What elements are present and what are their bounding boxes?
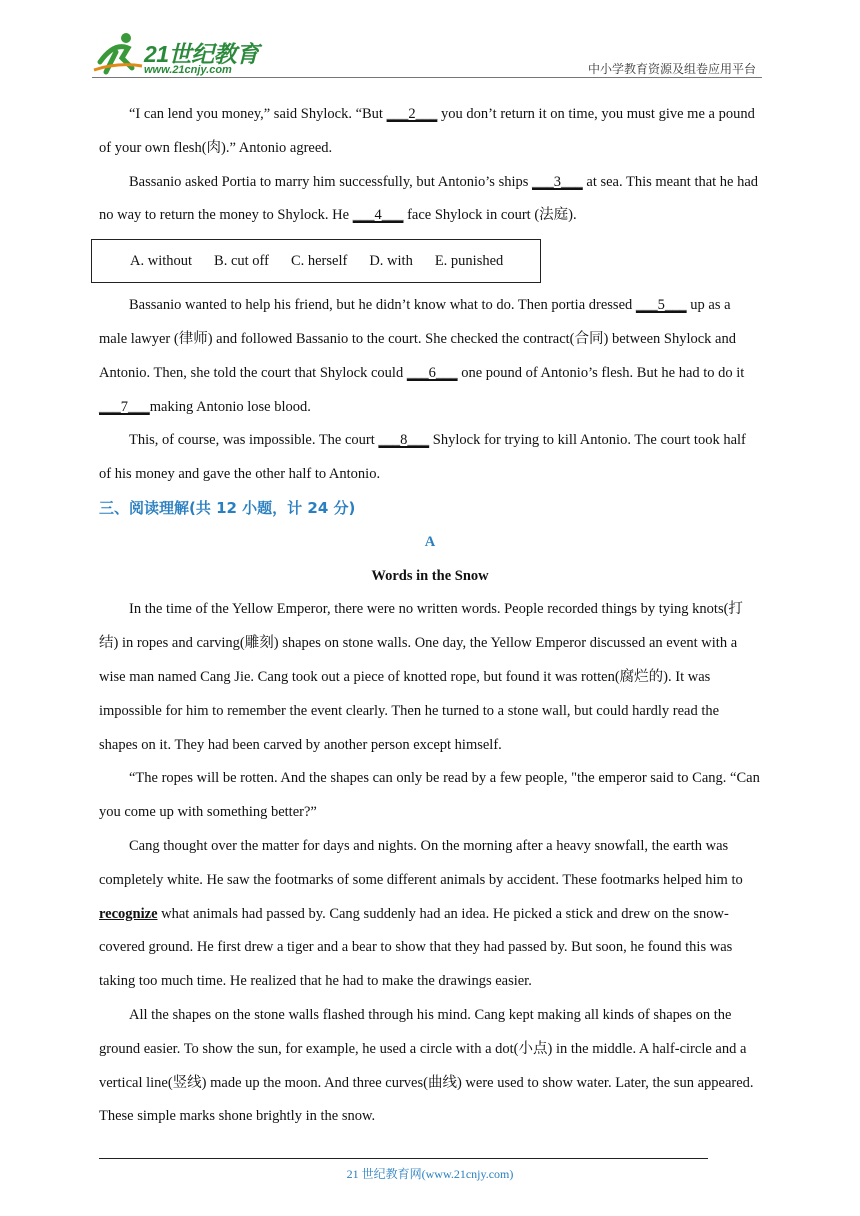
paragraph-8: All the shapes on the stone walls flashed through his mind. Cang kept making all kinds of shapes on the ground easier. To show the sun, for example, he used a circle with a dot(小点) in the middle. A half-circle and a vertical line(竖线) made up the moon. And three curves(曲线) were used to show water. Later, the sun appeared. These simple marks shone brightly in the snow.: [99, 1006, 754, 1125]
logo-url: www.21cnjy.com: [144, 64, 232, 76]
header-divider: [92, 77, 762, 78]
paragraph-4: This, of course, was impossible. The court ___8___ Shylock for trying to kill Antonio. The court took half of his money and gave the other half to Antonio.: [99, 432, 746, 483]
paragraph-6: “The ropes will be rotten. And the shapes can only be read by a few people, "the emperor said to Cang. “Can you come up with something better?”: [99, 770, 760, 821]
paragraph-2: Bassanio asked Portia to marry him successfully, but Antonio’s ships ___3___ at sea. This meant that he had no way to return the money to Shylock. He ___4___ face Shylock in court (法庭).: [99, 173, 759, 224]
option-e: E. punished: [434, 252, 504, 269]
platform-name: 中小学教育资源及组卷应用平台: [587, 62, 756, 76]
section-heading: 三、阅读理解(共 12 小题，计 24 分): [99, 498, 356, 517]
blank-4: ___4___: [352, 207, 404, 224]
runner-icon: [92, 32, 144, 76]
options-box: [91, 239, 541, 283]
blank-2: ___2___: [386, 106, 438, 122]
page-header: [0, 0, 860, 82]
blank-7: ___7___: [99, 398, 150, 415]
paragraph-5: In the time of the Yellow Emperor, there were no written words. People recorded things by tying knots(打结) in ropes and carving(雕刻) shapes on stone walls. One day, the Yellow Emperor discussed an event with a wise man named Cang Jie. Cang took out a piece of knotted rope, but found it was rotten(腐烂的). It was impossible for him to remember the event clearly. Then he turned to a stone wall, but could hardly read the shapes on it. They had been carved by another person except himself.: [99, 601, 743, 753]
blank-6: ___6___: [406, 364, 458, 381]
option-a: A. without: [130, 252, 193, 269]
passage-label: A: [424, 533, 436, 550]
blank-3: ___3___: [532, 173, 583, 190]
blank-8: ___8___: [378, 432, 430, 449]
blank-5: ___5___: [635, 297, 687, 314]
paragraph-7: Cang thought over the matter for days and nights. On the morning after a heavy snowfall, the earth was completely white. He saw the footmarks of some different animals by accident. These footmarks helped him to recognize what animals had passed by. Cang suddenly had an idea. He picked a stick and drew on the snow-covered ground. He first drew a tiger and a bear to show that they had passed by. But soon, he found this was taking too much time. He realized that he had to make the drawings easier.: [99, 837, 743, 990]
paragraph-1: “I can lend you money,” said Shylock. “But ___2___ you don’t return it on time, you must give me a pound of your own flesh(肉).” Antonio agreed.: [99, 106, 755, 156]
keyword-recognize: recognize: [99, 905, 158, 922]
page-footer: 21 世纪教育网(www.21cnjy.com): [346, 1167, 514, 1181]
footer-divider: [99, 1158, 708, 1159]
option-d: D. with: [369, 252, 413, 269]
document-body: [99, 98, 761, 1134]
passage-title: Words in the Snow: [371, 567, 489, 584]
site-logo: [92, 30, 262, 80]
option-b: B. cut off: [214, 252, 269, 269]
paragraph-3: Bassanio wanted to help his friend, but he didn’t know what to do. Then portia dressed ___5___ up as a male lawyer (律师) and followed Bassanio to the court. She checked the contract(合同) between Shylock and Antonio. Then, she told the court that Shylock could ___6___ one pound of Antonio’s flesh. But he had to do it ___7___making Antonio lose blood.: [99, 297, 745, 415]
logo-text: 21世纪教育: [144, 41, 259, 67]
option-c: C. herself: [290, 252, 348, 269]
